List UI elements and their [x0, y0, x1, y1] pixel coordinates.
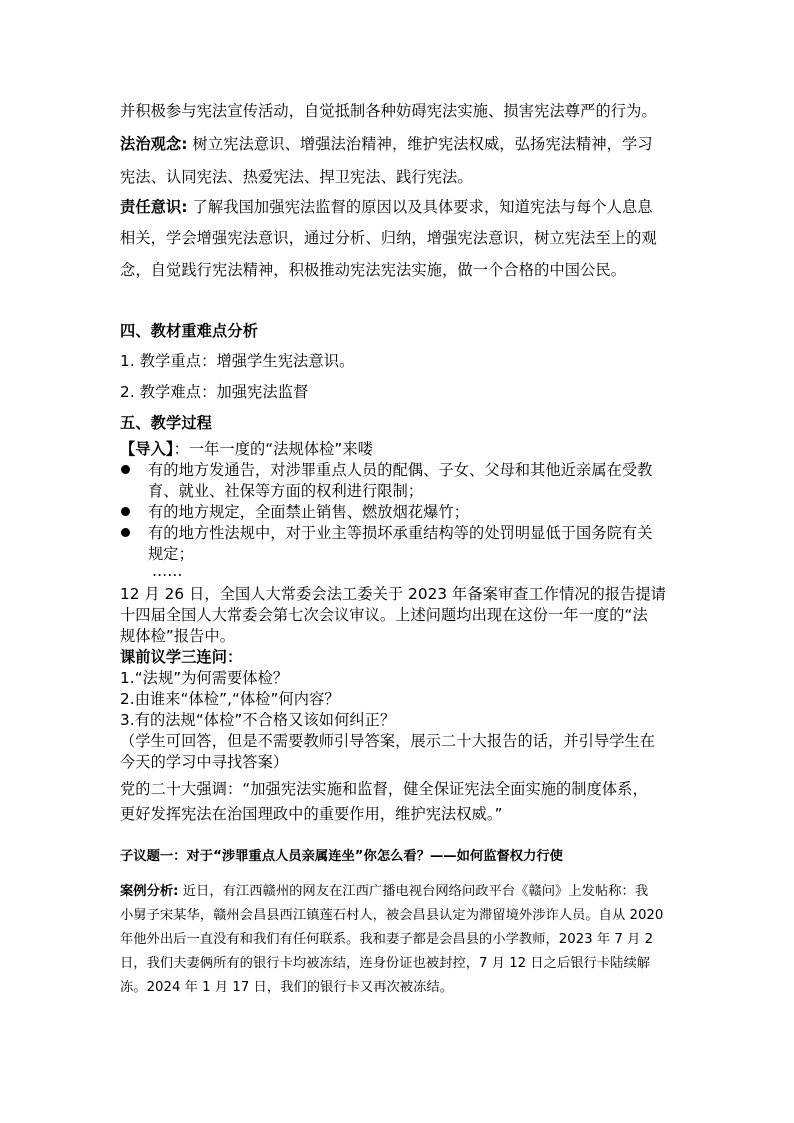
ellipsis: …… [152, 562, 183, 580]
question-1: 1.“法规”为何需要体检？ [120, 669, 289, 687]
case-line-2: 小舅子宋某华，赣州会昌县西江镇莲石村人，被会昌县认定为滞留境外涉诈人员。自从 2020 [120, 908, 664, 923]
case-text: 近日，有江西赣州的网友在江西广播电视台网络问政平台《赣问》上发帖称：我 [178, 884, 649, 899]
case-line-4: 日，我们夫妻俩所有的银行卡均被冻结，连身份证也被封控，7 月 12 日之后银行卡陆续解 [120, 956, 651, 971]
bullet-dot-icon [121, 528, 130, 537]
bullet-2: 有的地方规定，全面禁止销售、燃放烟花爆竹； [148, 503, 470, 521]
teacher-note-line-2: 今天的学习中寻找答案） [120, 753, 289, 771]
questions-heading: 课前议学三连问： [120, 648, 243, 666]
report-para-line-3: 规体检”报告中。 [120, 627, 235, 645]
goals-line-1: 并积极参与宪法宣传活动，自觉抵制各种妨碍宪法实施、损害宪法尊严的行为。 [120, 102, 657, 120]
bullet-3-line-1: 有的地方性法规中，对于业主等损坏承重结构等的处罚明显低于国务院有关 [148, 524, 653, 542]
section-4-item-2: 2. 教学难点：加强宪法监督 [120, 383, 309, 401]
case-line-1 [120, 880, 648, 899]
intro-line [120, 438, 373, 459]
intro-label: 【导入】 [120, 440, 174, 458]
rule-of-law-line-2: 宪法、认同宪法、热爱宪法、捍卫宪法、践行宪法。 [120, 168, 473, 186]
bullet-1-line-1: 有的地方发通告，对涉罪重点人员的配偶、子女、父母和其他近亲属在受教 [148, 461, 653, 479]
section-4-item-1: 1. 教学重点：增强学生宪法意识。 [120, 352, 355, 370]
section-4-heading: 四、教材重难点分析 [120, 322, 259, 340]
responsibility-line-1 [120, 196, 653, 217]
case-line-5: 冻。2024 年 1 月 17 日，我们的银行卡又再次被冻结。 [120, 980, 453, 995]
bullet-1-line-2: 育、就业、社保等方面的权利进行限制； [148, 482, 424, 500]
case-line-3: 年他外出后一直没有和我们有任何联系。我和妻子都是会昌县的小学教师，2023 年 7 月 2 [120, 932, 654, 947]
bullet-3-line-2: 规定； [148, 545, 194, 563]
report-para-line-1: 12 月 26 日，全国人大常委会法工委关于 2023 年备案审查工作情况的报告提请 [120, 585, 667, 603]
report-para-line-2: 十四届全国人大常委会第七次会议审议。上述问题均出现在这份一年一度的“法 [120, 606, 648, 624]
topic-1-heading: 子议题一：对于“涉罪重点人员亲属连坐”你怎么看？——如何监督权力行使 [120, 849, 563, 864]
section-5-heading: 五、教学过程 [120, 414, 213, 432]
intro-text: ：一年一度的“法规体检”来喽 [173, 440, 373, 458]
responsibility-label: 责任意识: [120, 198, 188, 216]
question-3: 3.有的法规“体检”不合格又该如何纠正？ [120, 711, 396, 729]
congress-quote-line-2: 更好发挥宪法在治国理政中的重要作用，维护宪法权威。” [120, 805, 503, 823]
rule-of-law-label: 法治观念: [120, 135, 188, 153]
rule-of-law-line-1 [120, 133, 653, 154]
responsibility-text: 了解我国加强宪法监督的原因以及具体要求，知道宪法与每个人息息 [187, 198, 653, 216]
responsibility-line-3: 念，自觉践行宪法精神，积极推动宪法宪法实施，做一个合格的中国公民。 [120, 261, 627, 279]
case-analysis-label: 案例分析: [120, 884, 179, 899]
responsibility-line-2: 相关，学会增强宪法意识，通过分析、归纳，增强宪法意识，树立宪法至上的观 [120, 229, 657, 247]
rule-of-law-text: 树立宪法意识、增强法治精神，维护宪法权威，弘扬宪法精神，学习 [187, 135, 653, 153]
congress-quote-line-1: 党的二十大强调：“加强宪法实施和监督，健全保证宪法全面实施的制度体系， [120, 780, 648, 798]
bullet-dot-icon [121, 507, 130, 516]
teacher-note-line-1: （学生可回答，但是不需要教师引导答案，展示二十大报告的话，并引导学生在 [120, 732, 656, 750]
question-2: 2.由谁来“体检”,“体检”何内容？ [120, 690, 340, 708]
bullet-dot-icon [121, 465, 130, 474]
